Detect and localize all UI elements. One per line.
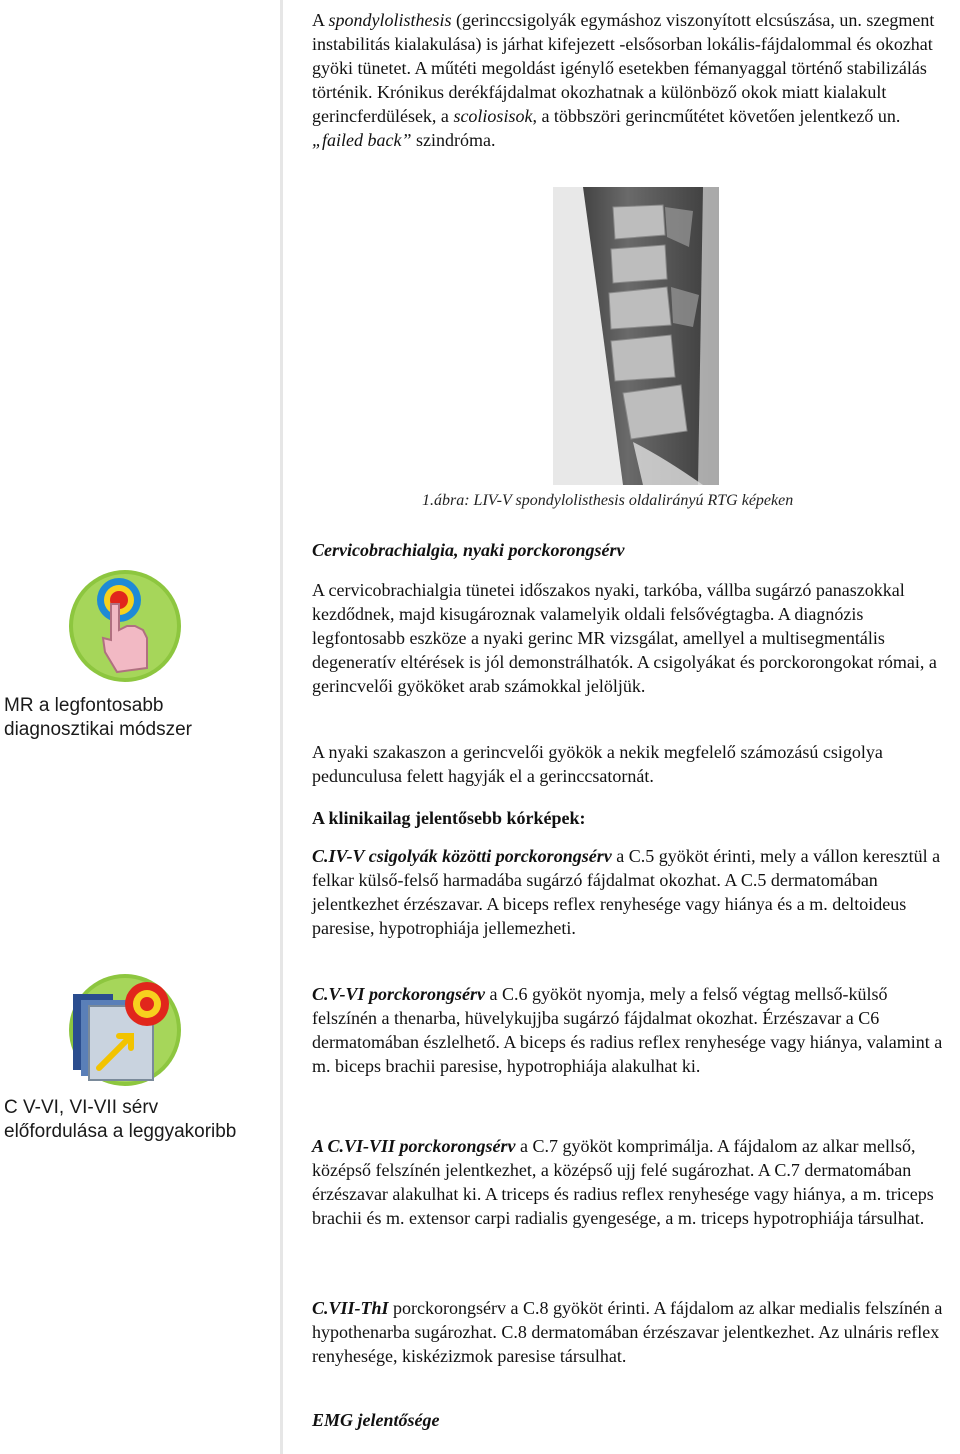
intro-paragraph: A spondylolisthesis (gerinccsigolyák egymáshoz viszonyított elcsúszása, un. szegment instabilitás kialakulása) is járhat kifejezett -elsősorban lokális-fájdalommal és okozhat gyöki tünetet. A műtéti megoldást igénylő esetekben fémanyaggal történő stabilizálás történik. Krónikus derékfájdalmat okozhatnak a különböző okok miatt kialakult gerincferdülések, a scoliosisok, a többszöri gerincműtétet követően jelentkező un. „failed back” szindróma. bbox=[312, 10, 935, 150]
document-arrow-icon bbox=[67, 972, 183, 1093]
list-item: C.IV-V csigolyák közötti porckorongsérv a C.5 gyököt érinti, mely a vállon keresztül a felkar külső-felső harmadába sugárzó fájdalmat okozhat. A C.5 dermatomában jelentkezhet érzészavar. A biceps reflex renyhesége vagy hiánya és a m. deltoideus paresise, hypotrophiája jellemezheti. bbox=[312, 846, 941, 938]
xray-spine-image bbox=[553, 187, 719, 485]
section-title: Cervicobrachialgia, nyaki porckorongsérv bbox=[312, 540, 625, 560]
emg-heading: EMG jelentősége bbox=[312, 1410, 440, 1430]
list-item: C.VII-ThI porckorongsérv a C.8 gyököt érinti. A fájdalom az alkar medialis felszínén a hypothenarba sugározhat. C.8 dermatomában érzészavar jelentkezhet. Az ulnáris reflex renyhesége, kiskézizmok paresise társulhat. bbox=[312, 1298, 943, 1366]
list-item: C.V-VI porckorongsérv a C.6 gyököt nyomja, mely a felső végtag mellső-külső felszínén a thenarba, hüvelykujjba sugárzó fájdalmat okozhat. Érzészavar a C6 dermatomában észlelhető. A biceps és radius reflex renyhesége vagy hiánya, valamint a m. biceps brachii paresise, hypotrophiája alakulhat ki. bbox=[312, 984, 943, 1076]
list-item: A C.VI-VII porckorongsérv a C.7 gyököt komprimálja. A fájdalom az alkar mellső, középső felszínén jelentkezhet, a középső ujj felé sugározhat. A C.7 dermatomában érzészavar alakulhat ki. A triceps és radius reflex renyhesége vagy hiánya, a m. triceps brachii és m. extensor carpi radialis gyengesége, a m. triceps hypotrophiája társulhat. bbox=[312, 1136, 934, 1228]
figure-caption: 1.ábra: LIV-V spondylolisthesis oldalirányú RTG képeken bbox=[422, 492, 794, 509]
sidebar-note-cervical: C V-VI, VI-VII sérv előfordulása a leggyakoribb bbox=[4, 1097, 237, 1142]
sidebar-note-mr: MR a legfontosabb diagnosztikai módszer bbox=[4, 695, 192, 740]
column-divider bbox=[280, 0, 283, 1454]
section-paragraph-1: A cervicobrachialgia tünetei időszakos nyaki, tarkóba, vállba sugárzó panaszokkal kezdődnek, majd kisugároznak valamelyik oldali felsővégtagba. A diagnózis legfontosabb eszköze a nyaki gerinc MR vizsgálat, amellyel a multisegmentális degeneratív eltérések is jól demonstrálhatók. A csigolyákat és porckorongokat római, a gerincvelői gyököket arab számokkal jelöljük. bbox=[312, 580, 937, 696]
section-paragraph-2: A nyaki szakaszon a gerincvelői gyökök a nekik megfelelő számozású csigolya pedunculusa felett hagyják el a gerinccsatornát. bbox=[312, 742, 883, 786]
clinical-subheading: A klinikailag jelentősebb kórképek: bbox=[312, 808, 586, 828]
touch-hand-icon bbox=[67, 568, 183, 689]
